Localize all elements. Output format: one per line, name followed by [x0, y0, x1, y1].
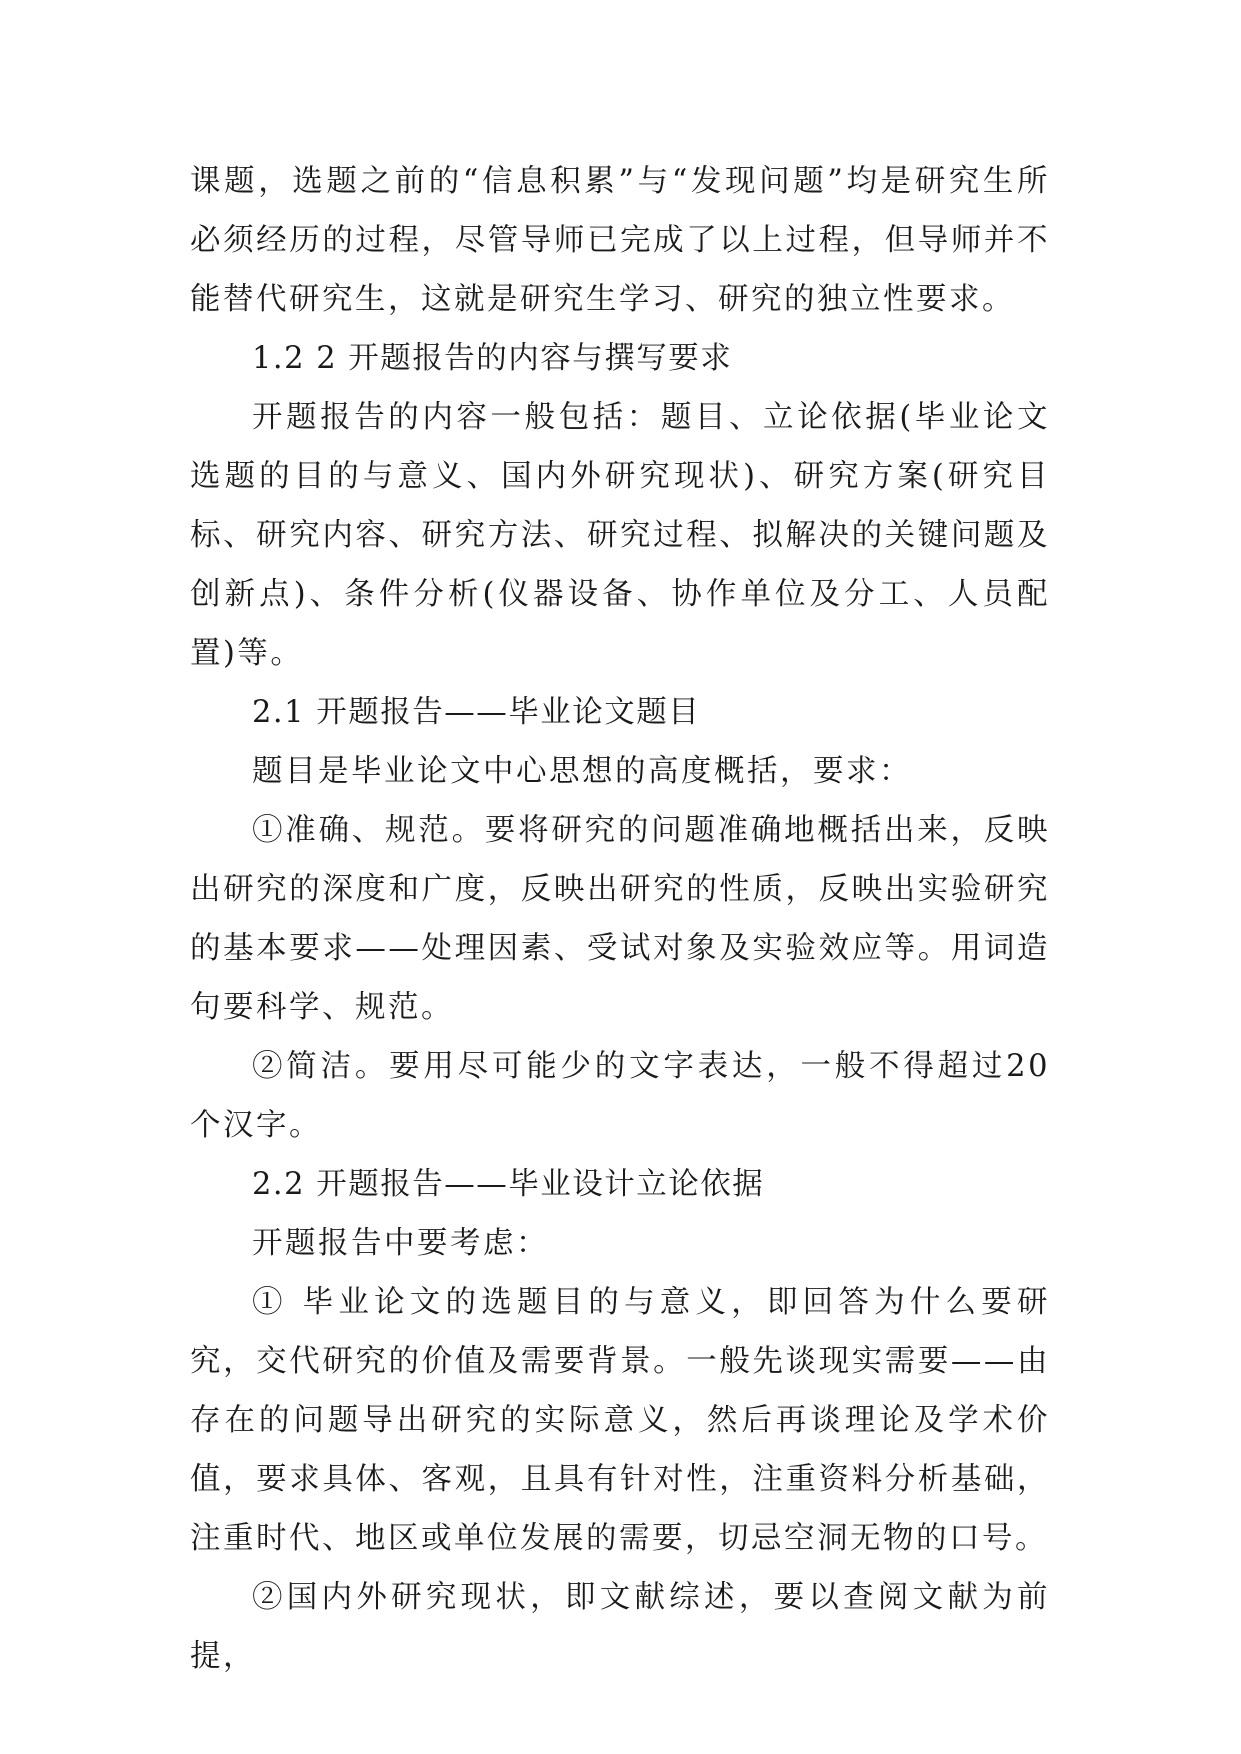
paragraph-concise: ②简洁。要用尽可能少的文字表达，一般不得超过20个汉字。 [190, 1049, 1050, 1143]
paragraph-report-contents: 开题报告的内容一般包括：题目、立论依据(毕业论文选题的目的与意义、国内外研究现状)、研究方案(研究目标、研究内容、研究方法、研究过程、拟解决的关键问题及创新点)、条件分析(仪器设备、协作单位及分工、人员配置)等。 [190, 400, 1050, 671]
section-heading-2-1: 2.1 开题报告——毕业论文题目 [252, 695, 701, 730]
paragraph-purpose-significance: ① 毕业论文的选题目的与意义，即回答为什么要研究，交代研究的价值及需要背景。一般先谈现实需要——由存在的问题导出研究的实际意义，然后再谈理论及学术价值，要求具体、客观，且具有针对性，注重资料分析基础，注重时代、地区或单位发展的需要，切忌空洞无物的口号。 [190, 1285, 1050, 1556]
paragraph-accurate-standard: ①准确、规范。要将研究的问题准确地概括出来，反映出研究的深度和广度，反映出研究的性质，反映出实验研究的基本要求——处理因素、受试对象及实验效应等。用词造句要科学、规范。 [190, 813, 1050, 1025]
section-heading-1-2-2: 1.2 2 开题报告的内容与撰写要求 [252, 341, 733, 376]
paragraph-research-status: ②国内外研究现状，即文献综述，要以查阅文献为前提， [190, 1580, 1050, 1674]
section-heading-2-2: 2.2 开题报告——毕业设计立论依据 [252, 1167, 765, 1202]
paragraph-continued: 课题，选题之前的“信息积累”与“发现问题”均是研究生所必须经历的过程，尽管导师已完成了以上过程，但导师并不能替代研究生，这就是研究生学习、研究的独立性要求。 [190, 164, 1050, 317]
document-body [190, 152, 1050, 1686]
paragraph-title-requirements: 题目是毕业论文中心思想的高度概括，要求： [252, 754, 912, 789]
paragraph-considerations: 开题报告中要考虑： [252, 1226, 549, 1261]
